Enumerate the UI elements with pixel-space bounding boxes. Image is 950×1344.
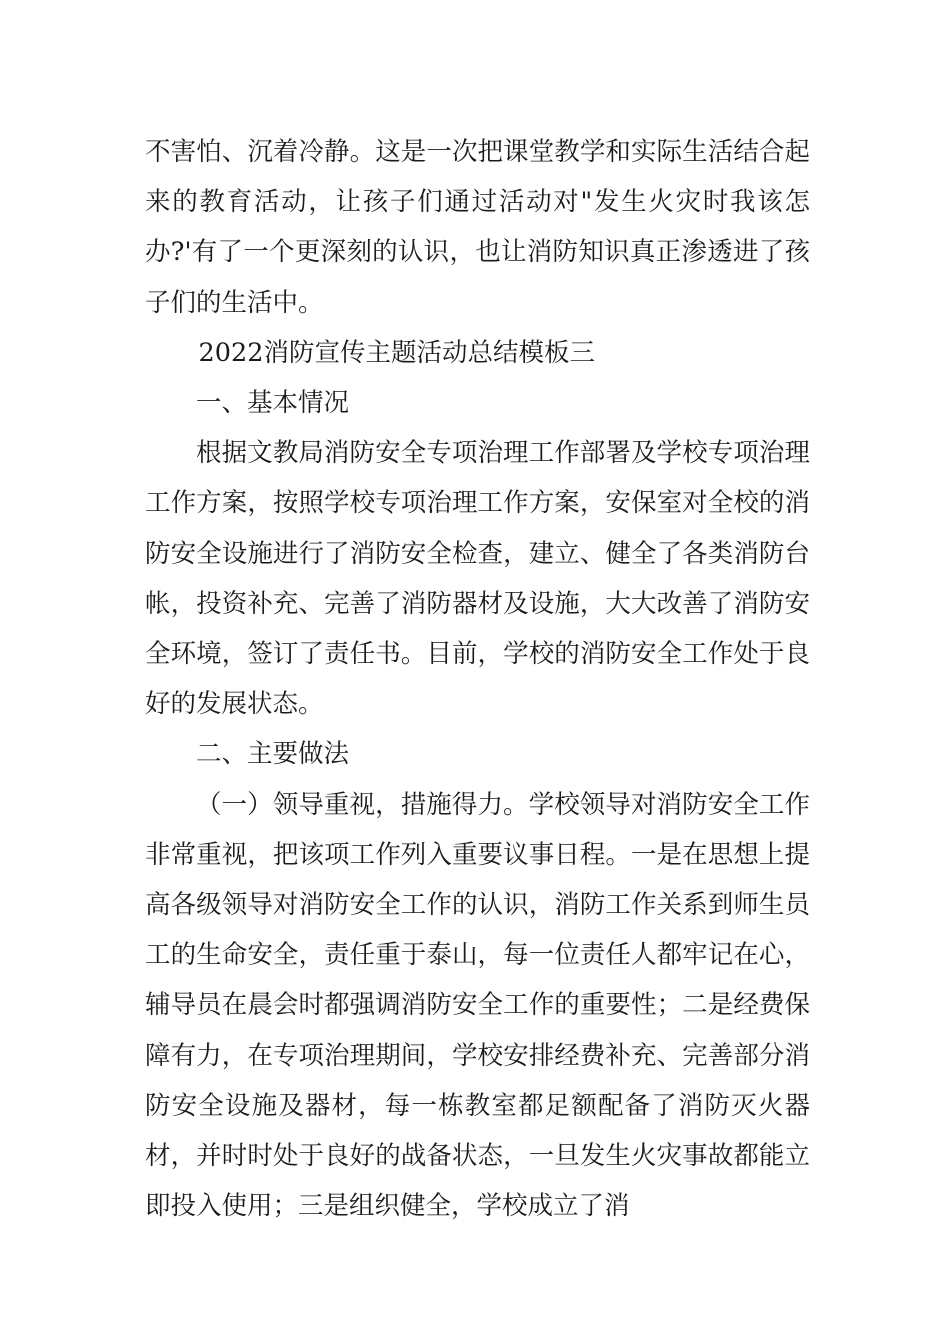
paragraph-leadership: （一）领导重视，措施得力。学校领导对消防安全工作非常重视，把该项工作列入重要议事日程。一是在思想上提高各级领导对消防安全工作的认识，消防工作关系到师生员工的生命安全，责任重于泰山，每一位责任人都牢记在心，辅导员在晨会时都强调消防安全工作的重要性；二是经费保障有力，在专项治理期间，学校安排经费补充、完善部分消防安全设施及器材，每一栋教室都足额配备了消防灭火器材，并时时处于良好的战备状态，一旦发生火灾事故都能立即投入使用；三是组织健全，学校成立了消 — [145, 789, 810, 1222]
heading-main-practices: 二、主要做法 — [196, 739, 350, 770]
paragraph-continuation: 不害怕、沉着冷静。这是一次把课堂教学和实际生活结合起来的教育活动，让孩子们通过活动对"发生火灾时我该怎办?'有了一个更深刻的认识，也让消防知识真正渗透进了孩子们的生活中。 — [145, 137, 810, 318]
paragraph-basic-situation: 根据文教局消防安全专项治理工作部署及学校专项治理工作方案，按照学校专项治理工作方案，安保室对全校的消防安全设施进行了消防安全检查，建立、健全了各类消防台帐，投资补充、完善了消防器材及设施，大大改善了消防安全环境，签订了责任书。目前，学校的消防安全工作处于良好的发展状态。 — [145, 438, 810, 720]
document-body — [145, 127, 810, 1231]
heading-basic-situation: 一、基本情况 — [196, 388, 350, 419]
section-title: 2022消防宣传主题活动总结模板三 — [198, 337, 595, 368]
